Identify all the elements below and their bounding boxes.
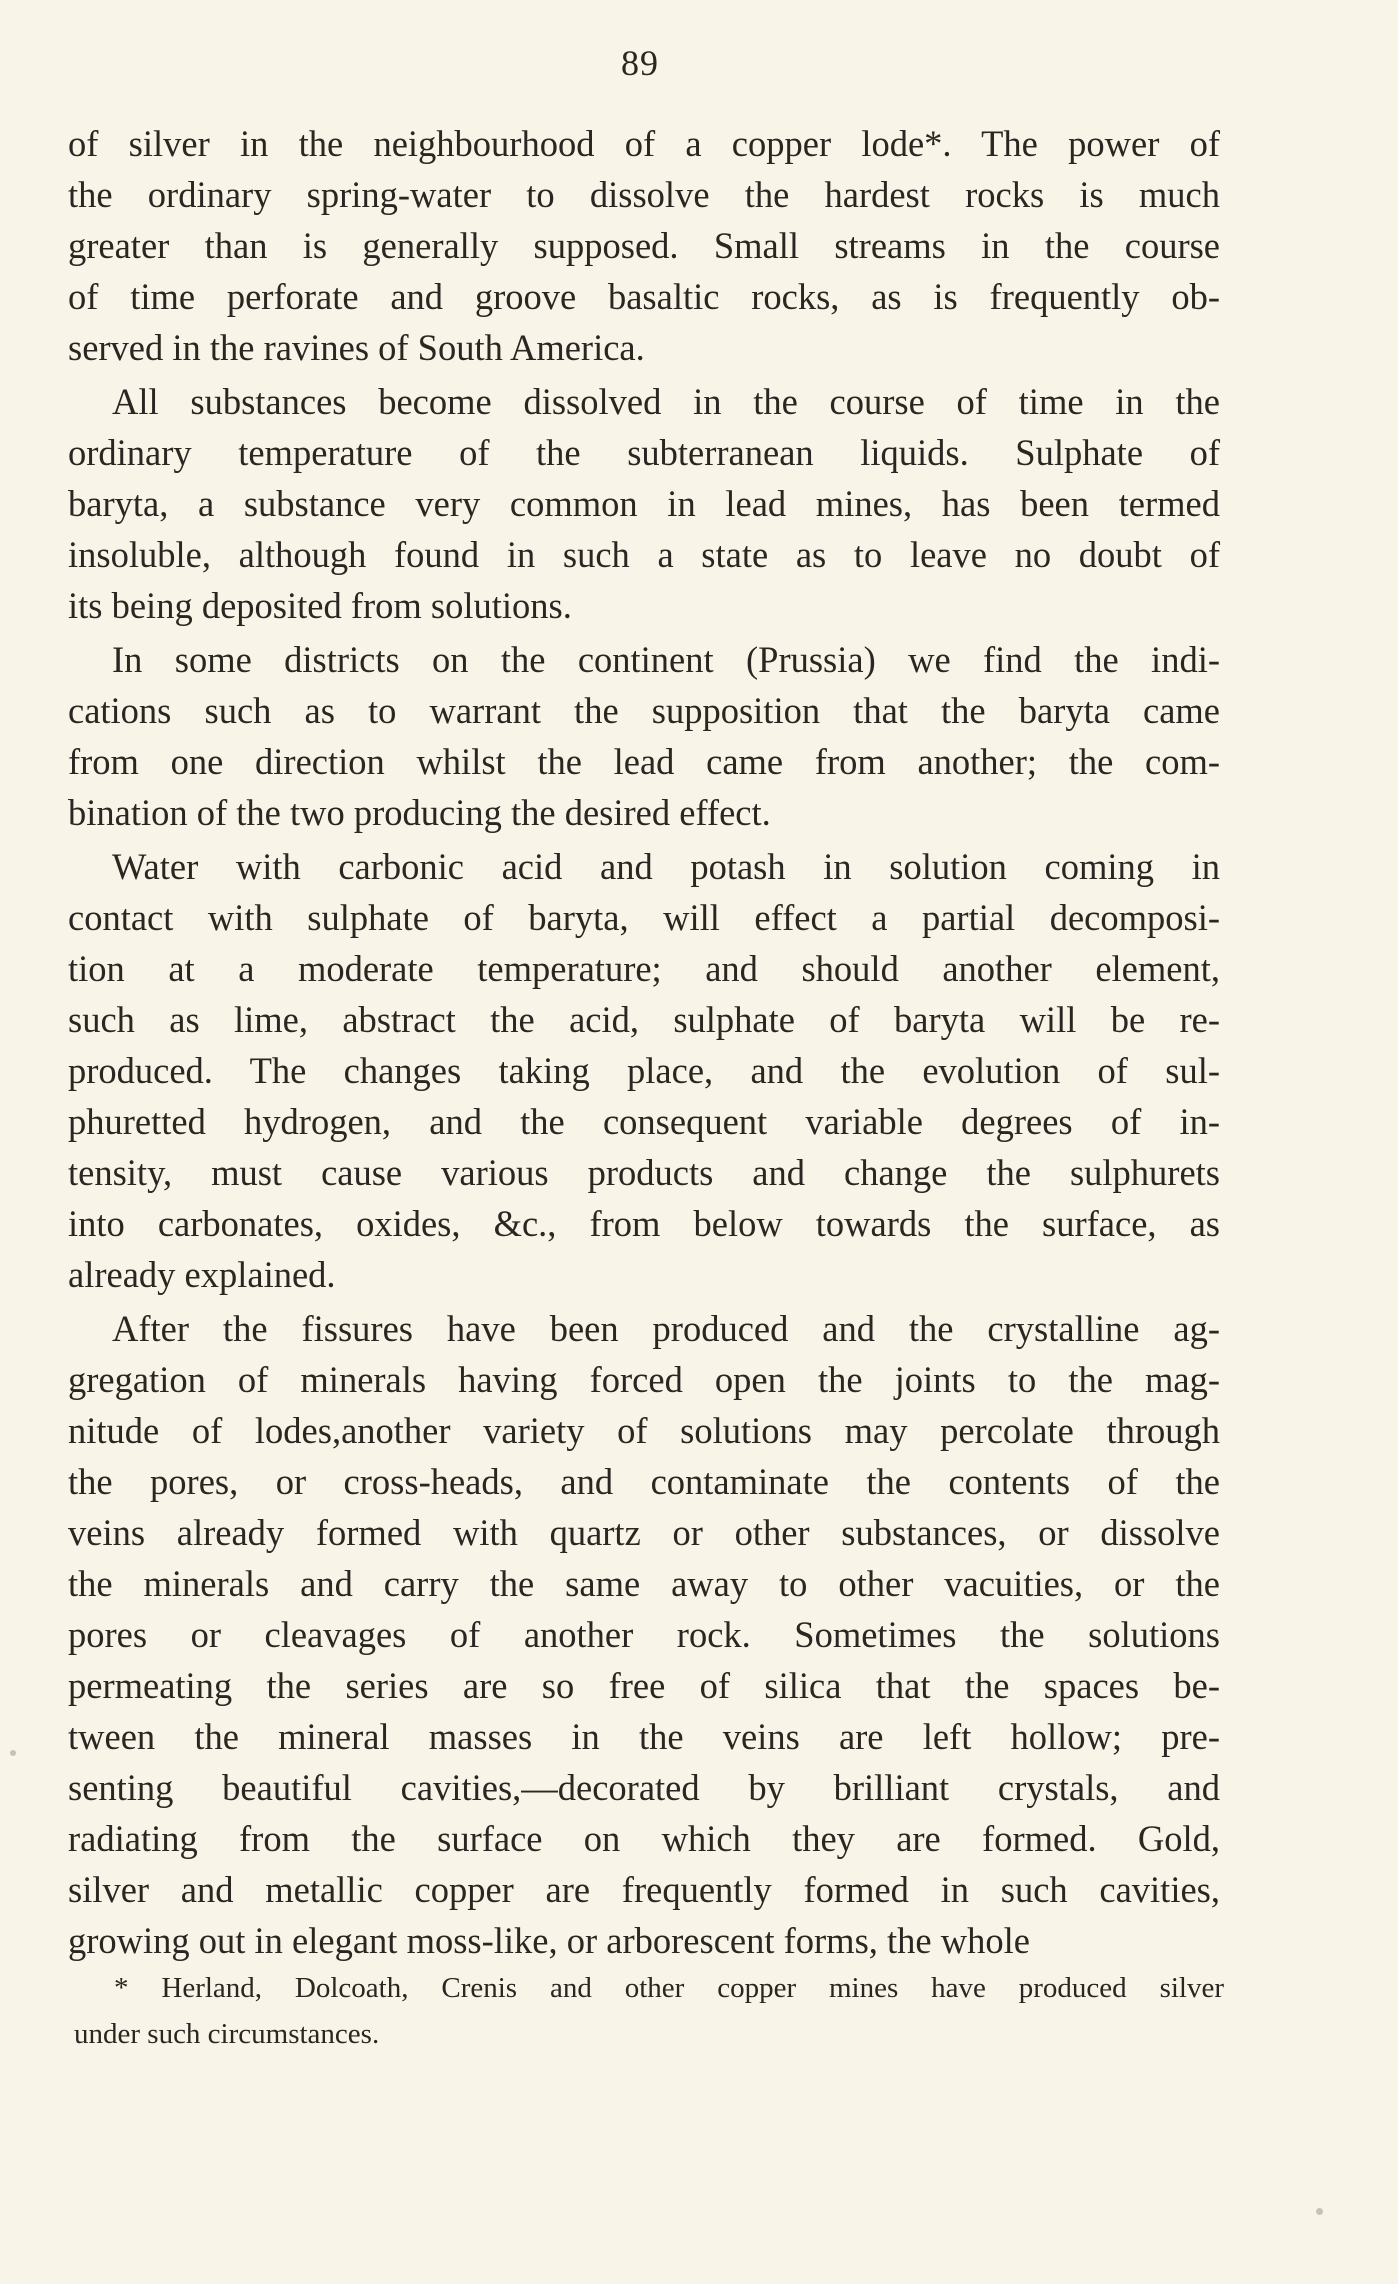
text-line: baryta, a substance very common in lead mines, has been termed <box>68 483 1220 524</box>
text-line: greater than is generally supposed. Small streams in the course <box>68 225 1220 266</box>
text-line: tensity, must cause various products and change the sulphurets <box>68 1152 1220 1193</box>
text-line: veins already formed with quartz or other substances, or dissolve <box>68 1512 1220 1553</box>
text-line: its being deposited from solutions. <box>68 585 572 626</box>
footnote-line: under such circumstances. <box>74 2018 380 2050</box>
text-line: nitude of lodes,another variety of solutions may percolate through <box>68 1410 1220 1451</box>
text-line: In some districts on the continent (Prussia) we find the indi- <box>112 639 1220 680</box>
text-line: of time perforate and groove basaltic rocks, as is frequently ob- <box>68 276 1220 317</box>
paragraph <box>68 634 1220 838</box>
paragraph <box>68 1303 1220 1966</box>
paragraph <box>68 841 1220 1300</box>
text-line: from one direction whilst the lead came from another; the com- <box>68 741 1220 782</box>
text-line: permeating the series are so free of silica that the spaces be- <box>68 1665 1220 1706</box>
text-line: growing out in elegant moss-like, or arborescent forms, the whole <box>68 1920 1030 1961</box>
text-line: silver and metallic copper are frequently formed in such cavities, <box>68 1869 1220 1910</box>
text-line: the ordinary spring-water to dissolve the hardest rocks is much <box>68 174 1220 215</box>
text-line: tween the mineral masses in the veins are left hollow; pre- <box>68 1716 1220 1757</box>
text-line: served in the ravines of South America. <box>68 327 645 368</box>
text-line: insoluble, although found in such a state as to leave no doubt of <box>68 534 1220 575</box>
text-line: the minerals and carry the same away to other vacuities, or the <box>68 1563 1220 1604</box>
text-line: the pores, or cross-heads, and contaminate the contents of the <box>68 1461 1220 1502</box>
text-line: tion at a moderate temperature; and should another element, <box>68 948 1220 989</box>
text-line: of silver in the neighbourhood of a copper lode*. The power of <box>68 123 1220 164</box>
paragraph <box>68 376 1220 631</box>
footnote <box>74 1965 1224 2057</box>
text-line: such as lime, abstract the acid, sulphate of baryta will be re- <box>68 999 1220 1040</box>
paper-speck <box>1316 2208 1323 2215</box>
text-line: ordinary temperature of the subterranean liquids. Sulphate of <box>68 432 1220 473</box>
text-line: gregation of minerals having forced open the joints to the mag- <box>68 1359 1220 1400</box>
paragraph <box>68 118 1220 373</box>
page-number: 89 <box>621 43 659 83</box>
text-line: senting beautiful cavities,—decorated by brilliant crystals, and <box>68 1767 1220 1808</box>
text-line: cations such as to warrant the supposition that the baryta came <box>68 690 1220 731</box>
paper-speck <box>10 1750 16 1756</box>
text-line: produced. The changes taking place, and the evolution of sul- <box>68 1050 1220 1091</box>
text-line: All substances become dissolved in the course of time in the <box>112 381 1220 422</box>
text-line: radiating from the surface on which they are formed. Gold, <box>68 1818 1220 1859</box>
text-line: pores or cleavages of another rock. Sometimes the solutions <box>68 1614 1220 1655</box>
body-text <box>68 118 1220 1966</box>
text-line: phuretted hydrogen, and the consequent variable degrees of in- <box>68 1101 1220 1142</box>
text-line: After the fissures have been produced and the crystalline ag- <box>112 1308 1220 1349</box>
text-line: bination of the two producing the desired effect. <box>68 792 771 833</box>
text-line: Water with carbonic acid and potash in solution coming in <box>112 846 1220 887</box>
footnote-line: * Herland, Dolcoath, Crenis and other copper mines have produced silver <box>114 1972 1224 2004</box>
text-line: contact with sulphate of baryta, will effect a partial decomposi- <box>68 897 1220 938</box>
text-line: into carbonates, oxides, &c., from below towards the surface, as <box>68 1203 1220 1244</box>
text-line: already explained. <box>68 1254 336 1295</box>
